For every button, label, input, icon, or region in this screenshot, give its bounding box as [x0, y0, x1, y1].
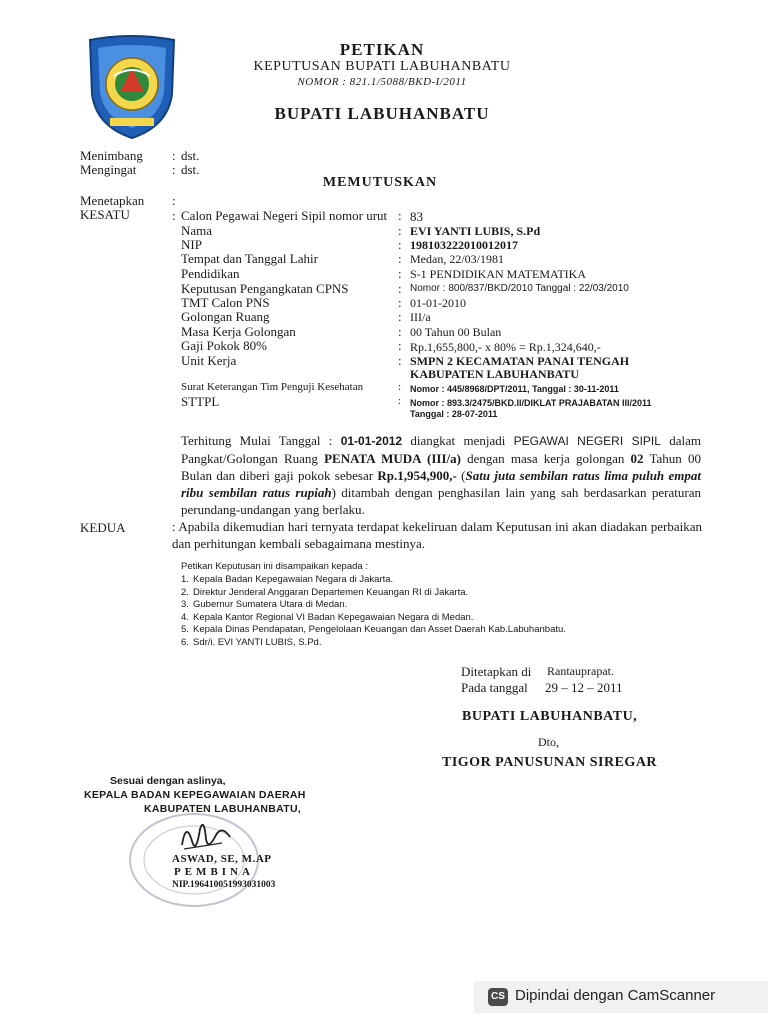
field-label-tmt: TMT Calon PNS [181, 295, 270, 310]
list-item: 6. Sdr/i. EVI YANTI LUBIS, S.Pd. [181, 636, 322, 648]
camscanner-watermark-text: Dipindai dengan CamScanner [515, 987, 716, 1004]
colon: : [398, 381, 402, 393]
health-value: Nomor : 445/8968/DPT/2011, Tanggal : 30-11-2011 [410, 384, 619, 394]
field-label-education: Pendidikan [181, 266, 240, 281]
preamble-value-menimbang: dst. [181, 148, 200, 163]
copies-list [181, 574, 566, 649]
employee-status: PEGAWAI NEGERI SIPIL [513, 434, 661, 448]
effective-date: 01-01-2012 [340, 434, 403, 448]
issuing-authority: BUPATI LABUHANBATU [274, 104, 490, 123]
document-number: NOMOR : 821.1/5088/BKD-I/2011 [297, 76, 467, 88]
colon: : [398, 295, 402, 310]
field-value-golongan: III/a [410, 310, 431, 324]
list-item: 3. Gubernur Sumatera Utara di Medan. [181, 599, 348, 610]
dto-mark: Dto, [538, 735, 559, 749]
service-years: 02 [630, 451, 644, 466]
colon: : [398, 223, 402, 238]
place-value: Rantauprapat. [547, 664, 614, 678]
signatory-name: TIGOR PANUSUNAN SIREGAR [442, 755, 658, 770]
field-value-gaji: Rp.1,655,800,- x 80% = Rp.1,324,640,- [410, 340, 601, 354]
document-subtitle: KEPUTUSAN BUPATI LABUHANBATU [253, 59, 511, 74]
field-value-education: S-1 PENDIDIKAN MATEMATIKA [410, 267, 586, 281]
date-value: 29 – 12 – 2011 [545, 680, 623, 695]
copy-recipient: Kepala Kantor Regional VI Badan Kepegawaian Negara di Medan. [193, 611, 474, 623]
certification-line-3: KABUPATEN LABUHANBATU, [144, 803, 302, 815]
preamble-label-menimbang: Menimbang [80, 148, 143, 163]
certification-line-2: KEPALA BADAN KEPEGAWAIAN DAERAH [84, 789, 306, 801]
list-item: 2. Direktur Jenderal Anggaran Departemen Keuangan RI di Jakarta. [181, 586, 469, 598]
text: ) ditambah dengan penghasilan lain yang sah berdasarkan peraturan perundang-undangan yang berlaku. [181, 485, 701, 517]
kedua-text: : Apabila dikemudian hari ternyata terdapat kekeliruan dalam Keputusan ini akan diadakan perbaikan dan perhitungan kembali sebagaimana mestinya. [172, 519, 702, 551]
list-item: 1. Kepala Badan Kepegawaian Negara di Jakarta. [181, 574, 394, 585]
colon: : [398, 338, 402, 353]
certifier-name: ASWAD, SE, M.AP [172, 853, 272, 865]
colon: : [398, 237, 402, 252]
field-value-nip: 198103222010012017 [410, 238, 518, 252]
kesatu-intro: Calon Pegawai Negeri Sipil nomor urut [181, 208, 388, 223]
field-value-appointment: Nomor : 800/837/BKD/2010 Tanggal : 22/03/2010 [410, 283, 629, 294]
colon: : [172, 162, 176, 177]
copy-recipient: Gubernur Sumatera Utara di Medan. [193, 599, 348, 610]
colon: : [398, 309, 402, 324]
field-label-gaji: Gaji Pokok 80% [181, 338, 267, 353]
text: diangkat menjadi [402, 433, 514, 448]
list-item: 4. Kepala Kantor Regional VI Badan Kepegawaian Negara di Medan. [181, 611, 474, 623]
text: ( [456, 468, 466, 483]
candidate-number: 83 [410, 209, 423, 224]
certifier-rank: PEMBINA [174, 866, 254, 878]
copy-recipient: Kepala Dinas Pendapatan, Pengelolaan Keuangan dan Asset Daerah Kab.Labuhanbatu. [193, 624, 566, 635]
colon: : [398, 281, 402, 296]
kesatu-label: KESATU [80, 207, 130, 222]
field-label-masa-kerja: Masa Kerja Golongan [181, 324, 296, 339]
salary-in-words: Satu juta sembilan ratus lima puluh empat ribu sembilan ratus rupiah [181, 468, 701, 500]
colon: : [172, 193, 176, 208]
salary: Rp.1,954,900,- [377, 468, 457, 483]
document-title: PETIKAN [339, 40, 425, 59]
field-value-masa-kerja: 00 Tahun 00 Bulan [410, 325, 502, 339]
list-item: 5. Kepala Dinas Pendapatan, Pengelolaan Keuangan dan Asset Daerah Kab.Labuhanbatu. [181, 624, 566, 635]
field-label-nip: NIP [181, 237, 202, 252]
colon: : [398, 251, 402, 266]
colon: : [172, 148, 176, 163]
appointment-paragraph [181, 432, 701, 518]
decision-heading: MEMUTUSKAN [322, 175, 438, 190]
copy-recipient: Sdr/i. EVI YANTI LUBIS, S.Pd. [193, 636, 322, 648]
preamble-value-mengingat: dst. [181, 162, 200, 177]
sttpl-value: Nomor : 893.3/2475/BKD.II/DIKLAT PRAJABATAN III/2011 [410, 398, 652, 408]
kedua-label: KEDUA [80, 520, 126, 535]
date-label: Pada tanggal [461, 680, 528, 695]
certifier-nip: NIP.196410051993031003 [172, 880, 276, 890]
text: Terhitung Mulai Tanggal : [181, 433, 341, 448]
field-label-birth: Tempat dan Tanggal Lahir [181, 251, 318, 266]
copy-recipient: Direktur Jenderal Anggaran Departemen Keuangan RI di Jakarta. [193, 586, 469, 598]
preamble-label-mengingat: Mengingat [80, 162, 137, 177]
field-value-birth: Medan, 22/03/1981 [410, 252, 504, 266]
signing-office: BUPATI LABUHANBATU, [462, 709, 638, 724]
copies-heading: Petikan Keputusan ini disampaikan kepada : [181, 561, 368, 572]
text: dengan masa kerja golongan [460, 451, 631, 466]
menetapkan-label: Menetapkan [80, 193, 145, 208]
field-value-nama: EVI YANTI LUBIS, S.Pd [410, 224, 541, 238]
field-label-nama: Nama [181, 223, 213, 238]
rank: PENATA MUDA (III/a) [324, 451, 461, 466]
copy-recipient: Kepala Badan Kepegawaian Negara di Jakarta. [193, 574, 394, 585]
place-label: Ditetapkan di [461, 664, 532, 679]
text: Tahun 00 Bulan dan diberi gaji pokok sebesar [181, 451, 701, 483]
colon: : [172, 208, 176, 223]
field-value-tmt: 01-01-2010 [410, 296, 466, 310]
colon: : [398, 395, 402, 407]
field-label-golongan: Golongan Ruang [181, 309, 270, 324]
camscanner-logo-icon: CS [488, 988, 508, 1006]
sttpl-date: Tanggal : 28-07-2011 [410, 409, 498, 419]
field-label-appointment: Keputusan Pengangkatan CPNS [181, 281, 349, 296]
sttpl-label: STTPL [181, 394, 220, 409]
field-value-unit: SMPN 2 KECAMATAN PANAI TENGAH [410, 354, 630, 368]
colon: : [398, 266, 402, 281]
health-label: Surat Keterangan Tim Penguji Kesehatan [181, 381, 364, 393]
colon: : [398, 324, 402, 339]
text: dalam Pangkat/Golongan Ruang [181, 433, 701, 466]
colon: : [398, 353, 402, 368]
regency-emblem [84, 34, 180, 140]
field-label-unit: Unit Kerja [181, 353, 237, 368]
certification-line-1: Sesuai dengan aslinya, [110, 775, 226, 787]
colon: : [398, 208, 402, 223]
handwritten-signature [176, 815, 236, 857]
field-value-unit-2: KABUPATEN LABUHANBATU [410, 367, 580, 381]
